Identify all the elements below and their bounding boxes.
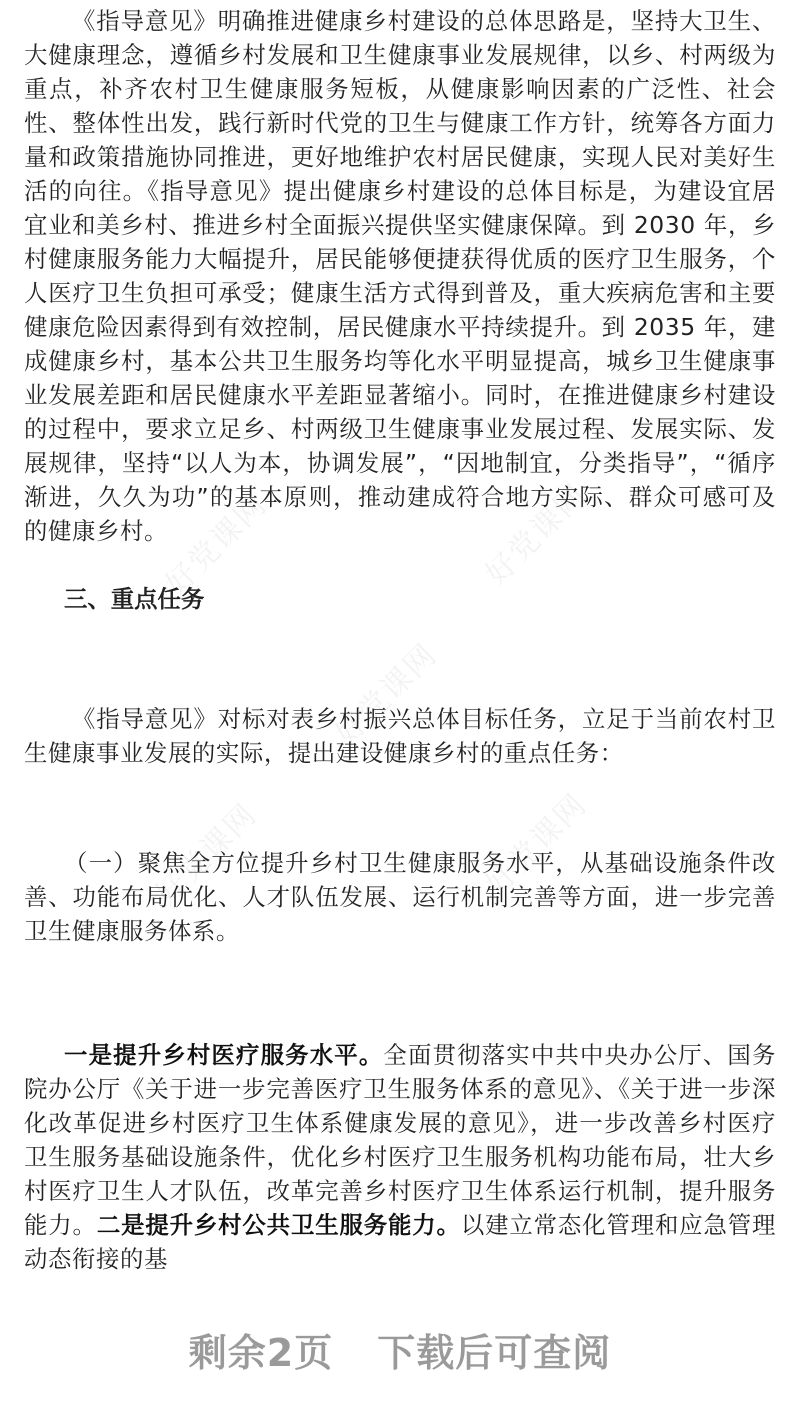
download-prompt[interactable] [0, 1322, 800, 1377]
paragraph-text: 全面贯彻落实中共中央办公厅、国务院办公厅《关于进一步完善医疗卫生服务体系的意见》、《关于进一步深化改革促进乡村医疗卫生体系健康发展的意见》，进一步改善乡村医疗卫生服务基础设施条件，优化乡村医疗卫生服务机构功能布局，壮大乡村医疗卫生人才队伍，改革完善乡村医疗卫生体系运行机制，提升服务能力。 [24, 1041, 776, 1239]
paragraph-text: 以建立常态化管理和应急管理动态衔接的基 [24, 1211, 776, 1273]
watermark: 好党课网 [148, 796, 265, 913]
section-heading: 三、重点任务 [64, 585, 205, 613]
download-to-view-label[interactable]: 下载后可查阅 [377, 1331, 612, 1375]
bold-lead-public-health: 二是提升乡村公共卫生服务能力。 [96, 1211, 461, 1239]
watermark: 好党课网 [328, 636, 445, 753]
paragraph-key-tasks-intro: 《指导意见》对标对表乡村振兴总体目标任务，立足于当前农村卫生健康事业发展的实际，提出建设健康乡村的重点任务： [24, 705, 776, 767]
remaining-pages-label: 剩余2页 [188, 1331, 334, 1375]
watermark: 好党课网 [158, 486, 275, 603]
watermark: 好党课网 [478, 476, 595, 593]
paragraph-overall-approach: 《指导意见》明确推进健康乡村建设的总体思路是，坚持大卫生、大健康理念，遵循乡村发展和卫生健康事业发展规律，以乡、村两级为重点，补齐农村卫生健康服务短板，从健康影响因素的广泛性、社会性、整体性出发，践行新时代党的卫生与健康工作方针，统筹各方面力量和政策措施协同推进，更好地维护农村居民健康，实现人民对美好生活的向往。《指导意见》提出健康乡村建设的总体目标是，为建设宜居宜业和美乡村、推进乡村全面振兴提供坚实健康保障。到 2030 年，乡村健康服务能力大幅提升，居民能够便捷获得优质的医疗卫生服务，个人医疗卫生负担可承受；健康生活方式得到普及，重大疾病危害和主要健康危险因素得到有效控制，居民健康水平持续提升。到 2035 年，建成健康乡村，基本公共卫生服务均等化水平明显提高，城乡卫生健康事业发展差距和居民健康水平差距显著缩小。同时，在推进健康乡村建设的过程中，要求立足乡、村两级卫生健康事业发展过程、发展实际、发展规律，坚持“以人为本，协调发展”，“因地制宜，分类指导”，“循序渐进，久久为功”的基本原则，推动建成符合地方实际、群众可感可及的健康乡村。 [24, 7, 776, 545]
paragraph-task-one: （一）聚焦全方位提升乡村卫生健康服务水平，从基础设施条件改善、功能布局优化、人才队伍发展、运行机制完善等方面，进一步完善卫生健康服务体系。 [24, 849, 776, 945]
watermark: 好党课网 [478, 786, 595, 903]
bold-lead-medical-service: 一是提升乡村医疗服务水平。 [64, 1041, 384, 1069]
paragraph-task-details [24, 1038, 776, 1276]
